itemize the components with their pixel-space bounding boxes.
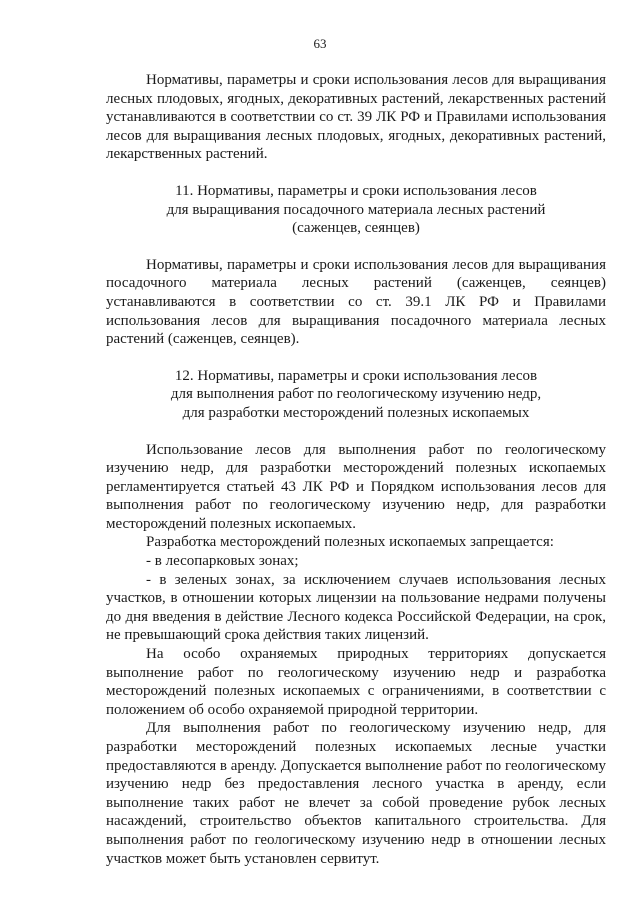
page-number: 63 (313, 36, 327, 51)
section-heading-line: для выращивания посадочного материала лесных растений (166, 201, 546, 218)
list-item: - в лесопарковых зонах; (146, 553, 299, 570)
list-item: - в зеленых зонах, за исключением случаев использования лесных участков, в отношении которых лицензии на пользование недрами получены до дня введения в действие Лесного кодекса Российской Федерации, на срок, не превышающий срока действия таких лицензий. (106, 571, 606, 644)
paragraph-fruit-berry-use: Нормативы, параметры и сроки использования лесов для выращивания лесных плодовых, ягодных, декоративных растений, лекарственных растений устанавливаются в соответствии со ст. 39 ЛК РФ и Правилами использования лесов для выращивания лесных плодовых, ягодных, декоративных растений, лекарственных растений. (106, 72, 606, 163)
section-heading-12 (106, 367, 606, 423)
section-heading-line: (саженцев, сеянцев) (292, 220, 420, 237)
paragraph-protected-areas: На особо охраняемых природных территориях допускается выполнение работ по геологическому изучению недр и разработка месторождений полезных ископаемых с ограничениями, в соответствии с положением об особо охраняемой природной территории. (106, 646, 606, 718)
paragraph-lease: Для выполнения работ по геологическому изучению недр, для разработки месторождений полезных ископаемых лесные участки предоставляются в аренду. Допускается выполнение работ по геологическому изучению недр без предоставления лесного участка в аренду, если выполнение таких работ не влечет за собой проведение рубок лесных насаждений, строительство объектов капитального строительства. Для выполнения работ по геологическому изучению недр в отношении лесных участков может быть установлен сервитут. (106, 720, 606, 867)
paragraph-geology-regulation: Использование лесов для выполнения работ по геологическому изучению недр, для разработки месторождений полезных ископаемых регламентируется статьей 43 ЛК РФ и Порядком использования лесов для выполнения работ по геологическому изучению недр, для разработки месторождений полезных ископаемых. (106, 441, 606, 532)
section-heading-line: 11. Нормативы, параметры и сроки использования лесов (175, 182, 537, 199)
section-heading-line: для выполнения работ по геологическому изучению недр, (170, 386, 542, 403)
section-heading-11 (106, 182, 606, 238)
paragraph-mining-prohibited: Разработка месторождений полезных ископаемых запрещается: (146, 534, 554, 551)
section-heading-line: для разработки месторождений полезных ископаемых (182, 404, 530, 421)
section-heading-line: 12. Нормативы, параметры и сроки использования лесов (174, 367, 538, 384)
page-body (106, 71, 606, 868)
paragraph-seedlings: Нормативы, параметры и сроки использования лесов для выращивания посадочного материала лесных растений (саженцев, сеянцев) устанавливаются в соответствии со ст. 39.1 ЛК РФ и Правилами использования лесов для выращивания посадочного материала лесных растений (саженцев, сеянцев). (106, 256, 606, 348)
